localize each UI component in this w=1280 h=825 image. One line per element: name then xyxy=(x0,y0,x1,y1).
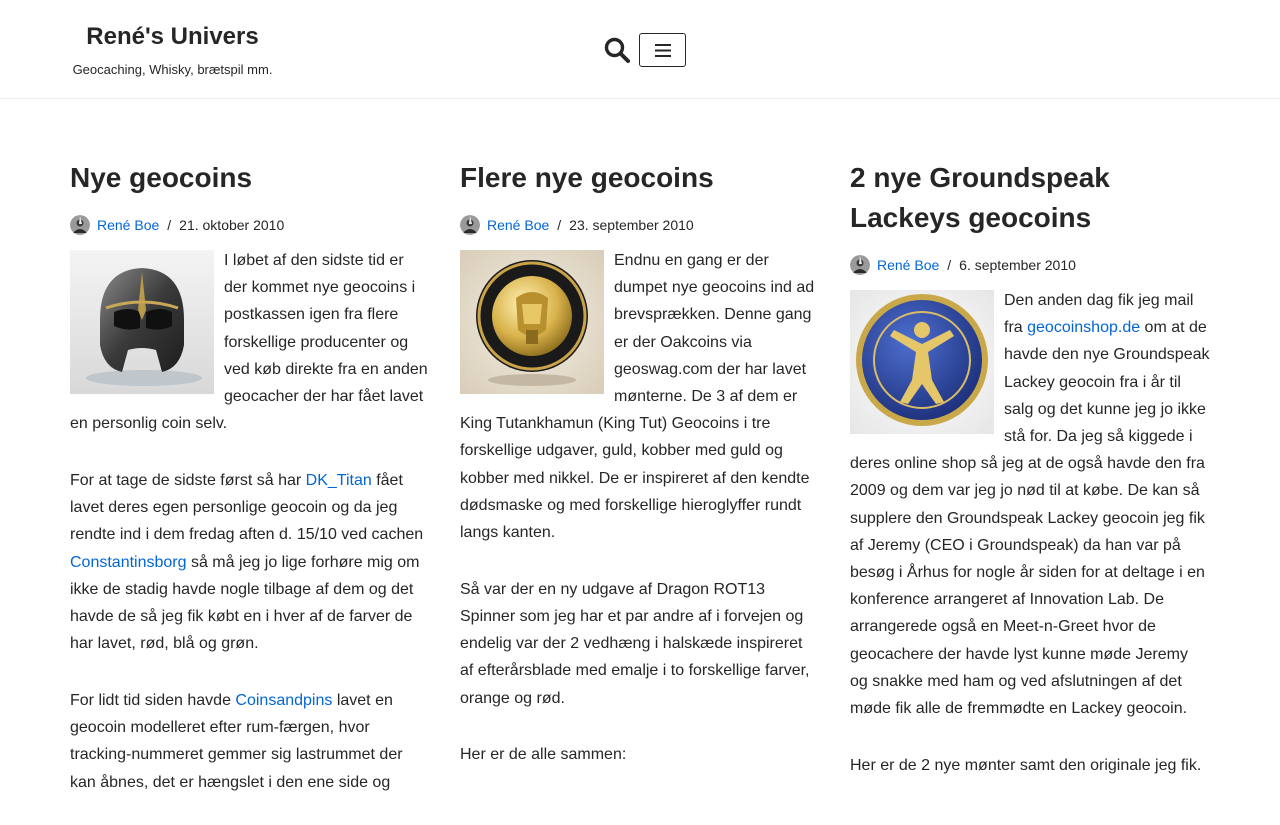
site-description: Geocaching, Whisky, brætspil mm. xyxy=(72,62,273,77)
meta-separator: / xyxy=(557,217,562,233)
post-card xyxy=(70,158,430,825)
paragraph-text: For at tage de sidste først så har xyxy=(70,472,306,490)
author-link[interactable]: René Boe xyxy=(877,257,940,273)
post-excerpt xyxy=(70,247,430,796)
post-meta xyxy=(850,254,1210,276)
paragraph-text: fået lavet deres egen personlige geocoin og da jeg rendte ind i dem fredag aften d. 15/10 ved cachen xyxy=(70,472,424,544)
post-thumbnail-tut-coin[interactable] xyxy=(460,250,604,394)
author-avatar xyxy=(70,215,90,235)
post-title[interactable]: Flere nye geocoins xyxy=(460,162,714,193)
search-button[interactable] xyxy=(603,36,631,64)
post-card xyxy=(850,158,1210,809)
paragraph xyxy=(70,467,430,657)
post-date: 23. september 2010 xyxy=(569,217,694,233)
link-geocoinshop[interactable]: geocoinshop.de xyxy=(1027,319,1141,337)
hamburger-menu-icon xyxy=(655,44,671,57)
meta-separator: / xyxy=(947,257,952,273)
site-title[interactable]: René's Univers xyxy=(86,23,259,50)
paragraph-text: lavet en geocoin modelleret efter rum-færgen, hvor tracking-nummeret gemmer sig lastrummet der kan åbnes, det er hængslet i den ene side og xyxy=(70,692,403,791)
paragraph xyxy=(460,741,820,768)
paragraph-text: I løbet af den sidste tid er der kommet nye geocoins i postkassen igen fra flere forskellige producenter og ved køb direkte fra en anden geocacher der har fået lavet en personlig coin selv. xyxy=(70,252,428,433)
post-excerpt xyxy=(460,247,820,769)
post-thumbnail-helmet-coin[interactable] xyxy=(70,250,214,394)
search-icon xyxy=(603,36,631,64)
site-branding[interactable] xyxy=(70,22,275,78)
post-meta xyxy=(70,214,430,236)
paragraph xyxy=(850,752,1210,779)
post-card xyxy=(460,158,820,798)
site-header xyxy=(0,0,1280,99)
post-date: 21. oktober 2010 xyxy=(179,217,285,233)
paragraph-text: Endnu en gang er der dumpet nye geocoins ind ad brevsprækken. Denne gang er der Oakcoins via geoswag.com der har lavet mønterne. De 3 af dem er King Tutankhamun (King Tut) Geocoins i tre forskellige udgaver, guld, kobber med guld og kobber med nikkel. De er inspireret af den kendte dødsmaske og med forskellige hieroglyffer rundt langs kanten. xyxy=(460,252,815,542)
post-thumbnail-lackey-coin[interactable] xyxy=(850,290,994,434)
post-excerpt xyxy=(850,287,1210,779)
link-coinsandpins[interactable]: Coinsandpins xyxy=(235,692,333,710)
author-link[interactable]: René Boe xyxy=(97,217,160,233)
link-constantinsborg[interactable]: Constantinsborg xyxy=(70,553,187,571)
post-meta xyxy=(460,214,820,236)
post-title[interactable]: Nye geocoins xyxy=(70,162,253,193)
link-dk-titan[interactable]: DK_Titan xyxy=(305,472,372,490)
paragraph-text: så må jeg jo lige forhøre mig om ikke de stadig havde nogle tilbage af dem og det havde de så jeg fik købt en i hver af de farver de har lavet, rød, blå og grøn. xyxy=(70,553,420,653)
paragraph-text: Så var der en ny udgave af Dragon ROT13 Spinner som jeg har et par andre af i forvejen og endelig var der 2 vedhæng i halskæde inspireret af efterårsblade med emalje i to forskellige farver, orange og rød. xyxy=(460,580,810,707)
paragraph-text: For lidt tid siden havde xyxy=(70,692,236,710)
paragraph-text: om at de havde den nye Groundspeak Lackey geocoin fra i år til salg og det kunne jeg jo ikke stå for. Da jeg så kiggede i deres online shop så jeg at de også havde den fra 2009 og dem var jeg jo nød til at købe. De kan så supplere den Groundspeak Lackey geocoin jeg fik af Jeremy (CEO i Groundspeak) da han var på besøg i Århus for nogle år siden for at deltage i en konference arrangeret af Innovation Lab. De arrangerede også en Meet-n-Greet hvor de geocachere der havde lyst kunne møde Jeremy og snakke med ham og ved afslutningen af det møde fik alle de fremmødte en Lackey geocoin. xyxy=(850,319,1210,718)
paragraph-text: Den anden dag fik jeg mail fra xyxy=(1004,292,1194,337)
post-date: 6. september 2010 xyxy=(959,257,1076,273)
author-avatar xyxy=(460,215,480,235)
menu-toggle-button[interactable] xyxy=(639,33,686,67)
post-title[interactable]: 2 nye Groundspeak Lackeys geocoins xyxy=(850,162,1110,233)
author-link[interactable]: René Boe xyxy=(487,217,550,233)
paragraph-text: Her er de alle sammen: xyxy=(460,746,627,764)
meta-separator: / xyxy=(167,217,172,233)
paragraph-text: Her er de 2 nye mønter samt den originale jeg fik. xyxy=(850,756,1202,774)
author-avatar xyxy=(850,255,870,275)
paragraph xyxy=(460,576,820,712)
paragraph xyxy=(70,687,430,796)
